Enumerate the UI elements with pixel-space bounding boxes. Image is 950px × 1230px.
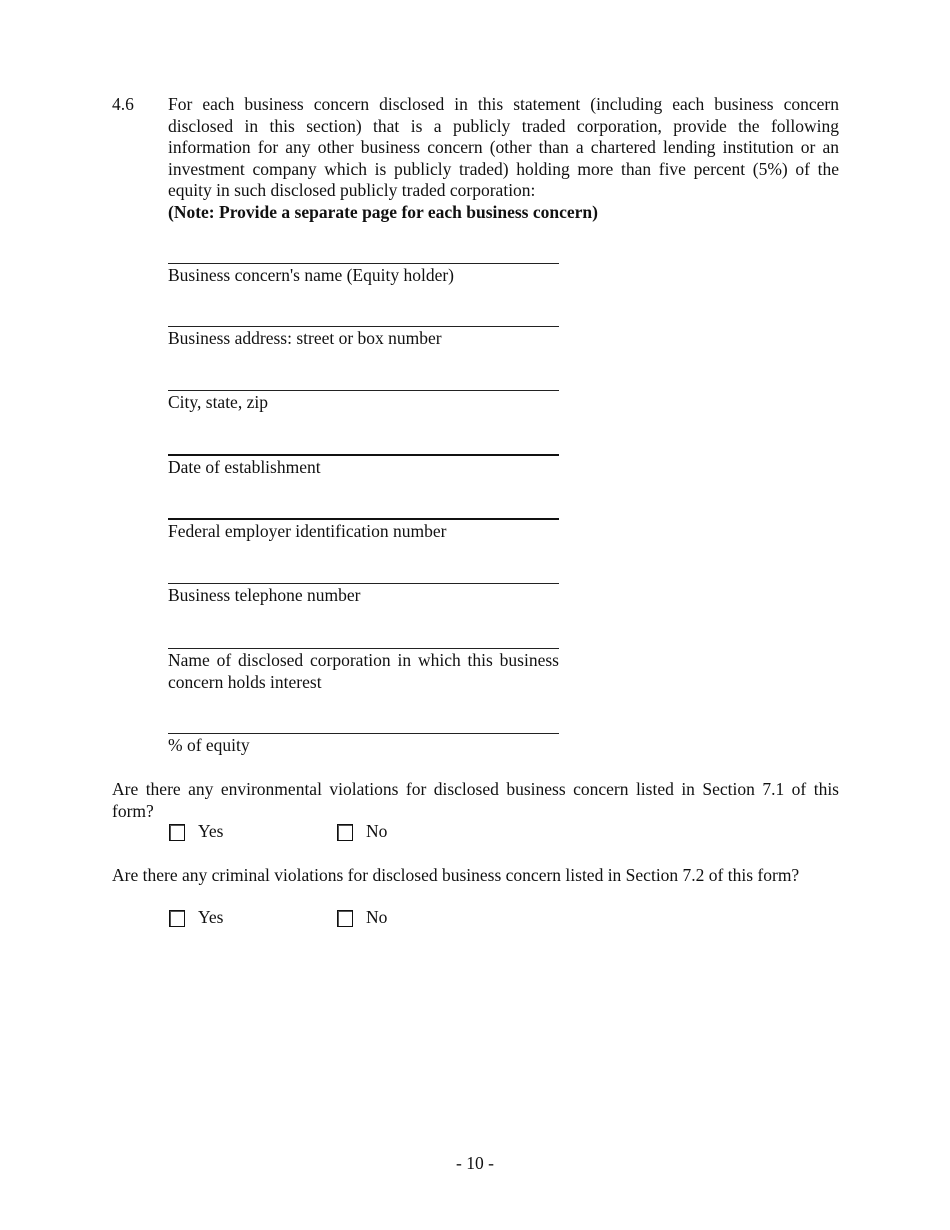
field-line[interactable] bbox=[168, 326, 559, 327]
environmental-yes-option[interactable] bbox=[169, 821, 223, 843]
choice-label: No bbox=[366, 907, 388, 928]
field-line[interactable] bbox=[168, 454, 559, 456]
section-note: (Note: Provide a separate page for each business concern) bbox=[168, 201, 598, 222]
section-description: For each business concern disclosed in this statement (including each business concern disclosed in this section) that is a publicly traded corporation, provide the following information for any other business concern (other than a chartered lending institution or an investment company which is publicly traded) holding more than five percent (5%) of the equity in such disclosed publicly traded corporation: bbox=[168, 94, 839, 200]
field-percent-of-equity[interactable] bbox=[168, 733, 559, 757]
question-criminal-violations: Are there any criminal violations for disclosed business concern listed in Section 7.2 of this form? bbox=[112, 865, 800, 885]
field-date-of-establishment[interactable] bbox=[168, 454, 559, 479]
field-label: City, state, zip bbox=[168, 392, 268, 412]
section-number: 4.6 bbox=[112, 94, 134, 114]
field-label: Business telephone number bbox=[168, 585, 361, 605]
field-label: % of equity bbox=[168, 735, 250, 755]
checkbox[interactable] bbox=[169, 910, 185, 927]
choice-label: Yes bbox=[198, 907, 224, 928]
field-disclosed-corporation-name[interactable] bbox=[168, 648, 559, 693]
field-label: Federal employer identification number bbox=[168, 521, 447, 541]
field-line[interactable] bbox=[168, 648, 559, 649]
field-line[interactable] bbox=[168, 263, 559, 264]
field-label: Business concern's name (Equity holder) bbox=[168, 265, 454, 285]
criminal-yes-option[interactable] bbox=[169, 907, 223, 929]
environmental-no-option[interactable] bbox=[337, 821, 387, 843]
checkbox[interactable] bbox=[337, 824, 353, 841]
field-business-telephone[interactable] bbox=[168, 583, 559, 607]
choice-label: Yes bbox=[198, 821, 224, 842]
criminal-no-option[interactable] bbox=[337, 907, 387, 929]
field-line[interactable] bbox=[168, 390, 559, 391]
field-business-address[interactable] bbox=[168, 326, 559, 350]
section-body bbox=[168, 94, 839, 223]
field-label: Business address: street or box number bbox=[168, 328, 442, 348]
field-equity-holder-name[interactable] bbox=[168, 263, 559, 287]
question-environmental-violations: Are there any environmental violations for disclosed business concern listed in Section 7.1 of this form? bbox=[112, 779, 839, 821]
field-label: Date of establishment bbox=[168, 457, 321, 477]
page-number: - 10 - bbox=[456, 1153, 494, 1173]
field-line[interactable] bbox=[168, 518, 559, 520]
field-line[interactable] bbox=[168, 733, 559, 734]
field-label: Name of disclosed corporation in which this business concern holds interest bbox=[168, 650, 559, 692]
field-federal-employer-id[interactable] bbox=[168, 518, 559, 543]
field-city-state-zip[interactable] bbox=[168, 390, 559, 414]
choice-label: No bbox=[366, 821, 388, 842]
checkbox[interactable] bbox=[169, 824, 185, 841]
field-line[interactable] bbox=[168, 583, 559, 584]
checkbox[interactable] bbox=[337, 910, 353, 927]
